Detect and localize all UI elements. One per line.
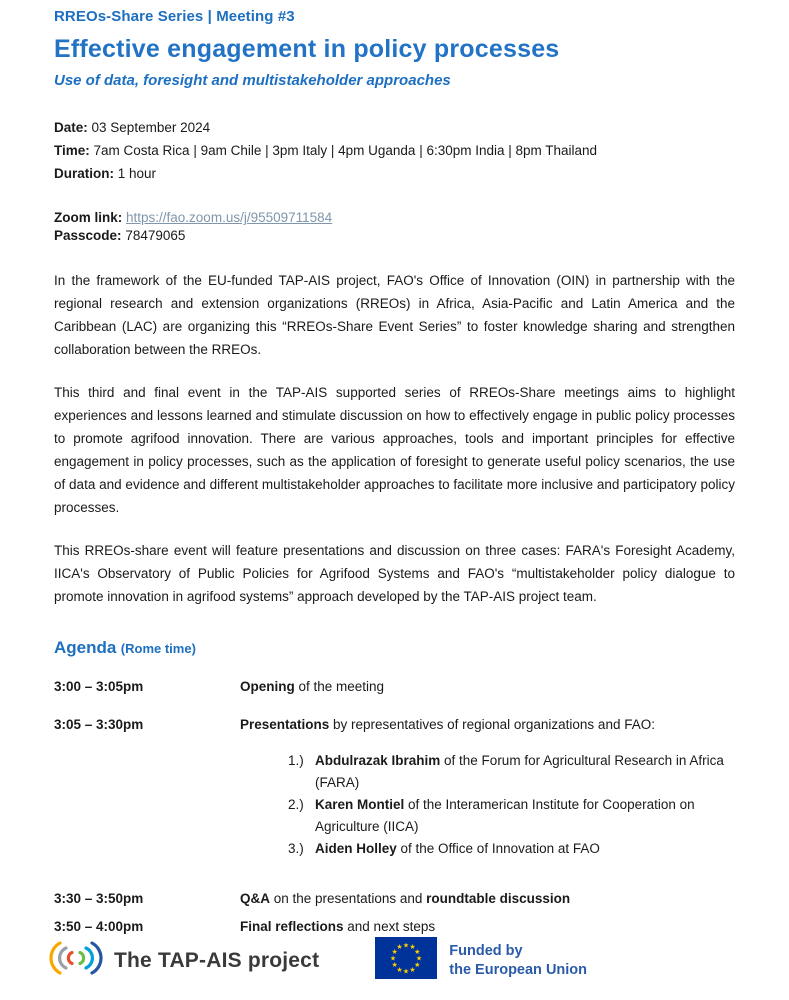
duration-label: Duration:	[54, 166, 114, 181]
passcode-value: 78479065	[125, 228, 186, 243]
agenda-description	[240, 678, 735, 696]
speaker-affiliation: of the Office of Innovation at FAO	[396, 841, 600, 856]
agenda-description	[240, 890, 735, 908]
tap-ais-logo-block	[48, 938, 319, 983]
svg-text:★: ★	[396, 943, 403, 952]
agenda-time: 3:00 – 3:05pm	[54, 679, 144, 694]
speaker-number: 1.)	[288, 753, 304, 768]
speaker-item	[288, 794, 735, 838]
agenda-desc-text: on the presentations and	[270, 891, 427, 906]
speaker-affiliation: of the Interamerican Institute for Cooperation on Agriculture (IICA)	[315, 797, 695, 834]
date-value: 03 September 2024	[91, 120, 211, 135]
agenda-desc-text: by representatives of regional organizations and FAO:	[329, 717, 655, 732]
time-line	[54, 139, 735, 162]
agenda-description	[240, 716, 735, 866]
date-label: Date:	[54, 120, 88, 135]
agenda-table	[54, 678, 735, 936]
agenda-desc-bold: Q&A	[240, 891, 270, 906]
zoom-label: Zoom link:	[54, 210, 123, 225]
page-subtitle: Use of data, foresight and multistakeholder approaches	[54, 72, 451, 89]
svg-text:★: ★	[414, 961, 421, 969]
speaker-name: Karen Montiel	[315, 797, 405, 812]
passcode-line	[54, 227, 735, 245]
duration-value: 1 hour	[117, 166, 157, 181]
duration-line	[54, 162, 735, 185]
eu-funding-block	[375, 937, 587, 984]
funded-by-text	[449, 942, 587, 980]
agenda-desc-text: of the meeting	[294, 679, 385, 694]
passcode-label: Passcode:	[54, 228, 122, 243]
zoom-details	[54, 209, 735, 245]
agenda-title: Agenda	[54, 638, 117, 657]
agenda-row-opening	[54, 678, 735, 696]
svg-text:★: ★	[396, 965, 403, 974]
zoom-link[interactable]: https://fao.zoom.us/j/95509711584	[126, 210, 333, 225]
speaker-item	[288, 750, 735, 794]
svg-text:★: ★	[403, 941, 410, 950]
paragraph-cases: This RREOs-share event will feature presentations and discussion on three cases: FARA's Foresight Academy, IICA's Observatory of Public Policies for Agrifood Systems and FAO's “multistakeholder policy dialogue to promote innovation in agrifood systems” approach developed by the TAP-AIS project team.	[54, 543, 735, 604]
zoom-line	[54, 209, 735, 227]
speaker-item	[288, 838, 735, 860]
agenda-time: 3:30 – 3:50pm	[54, 891, 144, 906]
speaker-text	[315, 750, 735, 794]
svg-text:★: ★	[403, 967, 410, 976]
speakers-list	[288, 750, 735, 860]
agenda-desc-bold: Opening	[240, 679, 295, 694]
paragraph-event-aims: This third and final event in the TAP-AIS supported series of RREOs-Share meetings aims to highlight experiences and lessons learned and stimulate discussion on how to effectively engage in public policy processes to promote agrifood innovation. There are various approaches, tools and important principles for effective engagement in policy processes, such as the application of foresight to generate useful policy scenarios, the use of data and evidence and different multistakeholder approaches to facilitate more inclusive and participatory policy processes.	[54, 385, 735, 515]
page-title: Effective engagement in policy processes	[54, 35, 560, 63]
tap-ais-logo-text: The TAP-AIS project	[114, 948, 320, 972]
agenda-desc-bold-2: roundtable discussion	[426, 891, 571, 906]
tap-ais-logo-icon	[48, 938, 104, 983]
svg-text:★: ★	[391, 961, 399, 969]
svg-text:★: ★	[390, 954, 397, 963]
speaker-name: Aiden Holley	[315, 841, 397, 856]
agenda-row-qa	[54, 890, 735, 908]
svg-text:★: ★	[414, 948, 421, 956]
svg-text:★: ★	[409, 943, 416, 952]
agenda-desc-text: and next steps	[343, 919, 436, 934]
page-footer	[48, 937, 735, 984]
meeting-details	[54, 116, 735, 185]
agenda-time: 3:50 – 4:00pm	[54, 919, 144, 934]
paragraph-intro: In the framework of the EU-funded TAP-AIS project, FAO's Office of Innovation (OIN) in partnership with the regional research and extension organizations (RREOs) in Africa, Asia-Pacific and Latin America and the Caribbean (LAC) are organizing this “RREOs-Share Event Series” to foster knowledge sharing and strengthen collaboration between the RREOs.	[54, 273, 735, 357]
series-title: RREOs-Share Series | Meeting #3	[54, 8, 295, 25]
date-line	[54, 116, 735, 139]
svg-text:★: ★	[391, 948, 399, 956]
speaker-text	[315, 838, 735, 860]
agenda-timezone-note: (Rome time)	[120, 641, 196, 656]
svg-text:★: ★	[409, 965, 416, 974]
agenda-heading	[54, 638, 735, 658]
speaker-text	[315, 794, 735, 838]
funded-line-1: Funded by	[449, 942, 523, 959]
funded-line-2: the European Union	[449, 961, 588, 978]
agenda-desc-bold: Final reflections	[240, 919, 344, 934]
agenda-desc-bold: Presentations	[240, 717, 330, 732]
time-value: 7am Costa Rica | 9am Chile | 3pm Italy | 4pm Uganda | 6:30pm India | 8pm Thailand	[93, 143, 598, 158]
agenda-time: 3:05 – 3:30pm	[54, 717, 144, 732]
speaker-name: Abdulrazak Ibrahim	[315, 753, 441, 768]
agenda-row-reflections	[54, 918, 735, 936]
speaker-number: 2.)	[288, 797, 304, 812]
speaker-affiliation: of the Forum for Agricultural Research in Africa (FARA)	[315, 753, 724, 790]
agenda-row-presentations	[54, 716, 735, 866]
speaker-number: 3.)	[288, 841, 304, 856]
time-label: Time:	[54, 143, 90, 158]
svg-text:★: ★	[416, 954, 423, 963]
agenda-description	[240, 918, 735, 936]
eu-flag-icon	[375, 937, 437, 984]
